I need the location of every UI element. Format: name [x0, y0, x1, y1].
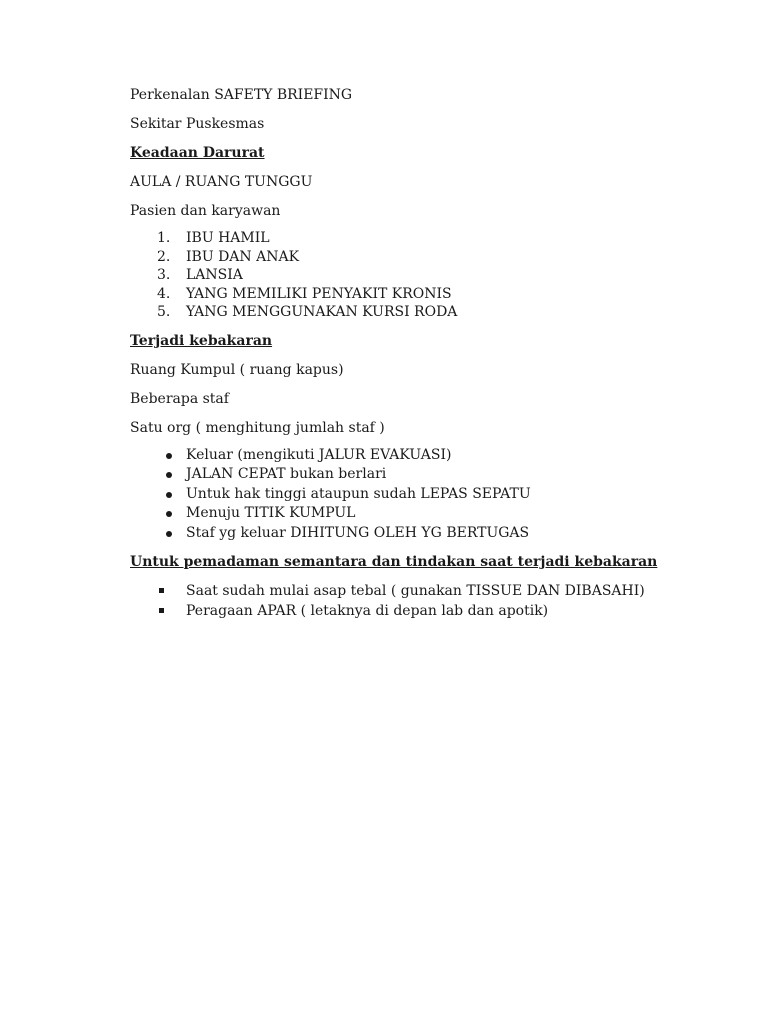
- list-item: [130, 524, 730, 544]
- list-item-text: Keluar (mengikuti JALUR EVAKUASI): [186, 446, 452, 463]
- list-item-text: Peragaan APAR ( letaknya di depan lab dan apotik): [186, 603, 549, 619]
- list-item-text: Menuju TITIK KUMPUL: [186, 505, 356, 521]
- list-number: 4.: [157, 285, 171, 302]
- priority-list: [130, 229, 730, 322]
- list-item: [130, 266, 730, 285]
- list-item-text: YANG MENGGUNAKAN KURSI RODA: [186, 304, 458, 320]
- list-item-text: YANG MEMILIKI PENYAKIT KRONIS: [186, 285, 452, 302]
- counter-text: Satu org ( menghitung jumlah staf ): [130, 419, 385, 436]
- heading-emergency: Keadaan Darurat: [130, 145, 265, 161]
- list-item-text: IBU HAMIL: [186, 230, 270, 246]
- heading-extinguish: Untuk pemadaman semantara dan tindakan saat terjadi kebakaran: [130, 554, 658, 570]
- list-item: [130, 485, 730, 505]
- list-number: 1.: [157, 230, 171, 246]
- list-item-text: IBU DAN ANAK: [186, 248, 300, 265]
- list-number: 5.: [157, 304, 171, 320]
- list-item: [130, 465, 730, 485]
- list-item: [130, 581, 730, 601]
- bullet-icon: [166, 511, 172, 517]
- list-item: [130, 601, 730, 621]
- list-item: [130, 446, 730, 466]
- list-item: [130, 229, 730, 248]
- document-page: [130, 86, 730, 621]
- square-bullet-icon: [159, 608, 164, 613]
- list-item: [130, 248, 730, 267]
- list-item: [130, 303, 730, 322]
- assembly-room-text: Ruang Kumpul ( ruang kapus): [130, 361, 344, 378]
- heading-fire: Terjadi kebakaran: [130, 332, 273, 349]
- intro-title: Perkenalan SAFETY BRIEFING: [130, 87, 353, 103]
- list-item: [130, 285, 730, 304]
- location-text: Sekitar Puskesmas: [130, 116, 265, 132]
- list-item-text: Saat sudah mulai asap tebal ( gunakan TISSUE DAN DIBASAHI): [186, 583, 645, 599]
- list-number: 3.: [157, 267, 171, 283]
- list-item-text: Untuk hak tinggi ataupun sudah LEPAS SEPATU: [186, 485, 531, 502]
- bullet-icon: [166, 531, 172, 537]
- square-bullet-icon: [159, 588, 164, 593]
- list-item-text: Staf yg keluar DIHITUNG OLEH YG BERTUGAS: [186, 524, 530, 541]
- list-item: [130, 504, 730, 524]
- extinguish-list: [130, 581, 730, 621]
- bullet-icon: [166, 472, 172, 478]
- subjects-text: Pasien dan karyawan: [130, 203, 281, 219]
- bullet-icon: [166, 453, 172, 459]
- list-number: 2.: [157, 248, 171, 265]
- list-item-text: LANSIA: [186, 267, 243, 283]
- area-text: AULA / RUANG TUNGGU: [130, 174, 313, 190]
- staff-text: Beberapa staf: [130, 390, 229, 407]
- evacuation-list: [130, 446, 730, 544]
- bullet-icon: [166, 492, 172, 498]
- list-item-text: JALAN CEPAT bukan berlari: [186, 466, 387, 482]
